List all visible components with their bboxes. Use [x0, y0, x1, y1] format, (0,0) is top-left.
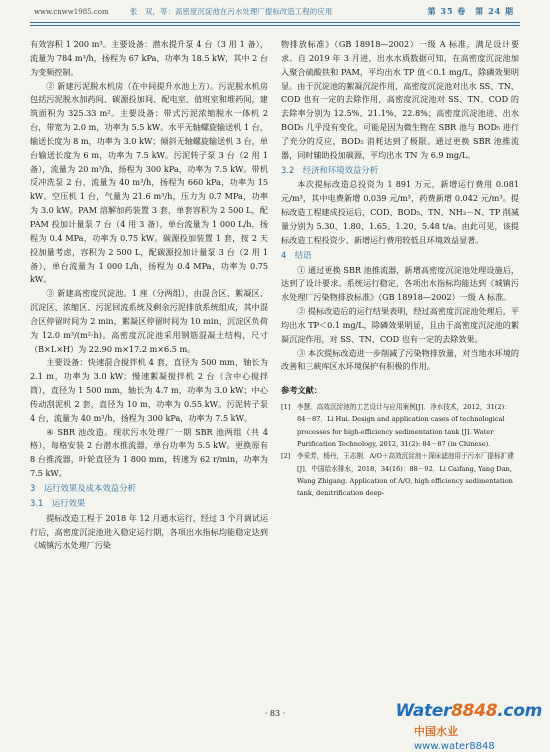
running-title: 张 双，等：高密度沉淀池在污水处理厂提标改造工程的应用 [130, 7, 333, 16]
right-section-heading: 4 结语 [281, 249, 312, 260]
reference-text: 李慧．高效沉淀池的工艺设计与应用案例[J]．净水技术，2012，31(2)：84－87．Li Hui. Design and application cases of technological processes for high-efficiency sedimentation tank [J]. Water Purification Technology, 2012, 31(2): 84－87 (in Chinese). [297, 403, 511, 448]
watermark-brand-word: Water [395, 701, 452, 721]
right-section-heading: 3.2 经济和环境效益分析 [281, 164, 379, 175]
page-number: · 83 · [264, 709, 286, 718]
left-section-heading: 3 运行效果及成本效益分析 [30, 483, 136, 493]
right-paragraph: ① 通过更换 SBR 池推流器，新增高密度沉淀池处理设施后，达到了设计要求。系统运行稳定，各项出水指标均能达到《城镇污水处理厂污染物排放标准》（GB 18918—2002）一级 A 标准。 [281, 264, 519, 303]
right-column [281, 38, 519, 499]
watermark-sub [414, 723, 540, 752]
header-rule-thin [30, 25, 520, 26]
running-header [0, 0, 550, 30]
right-paragraph: ② 提标改造后的运行结果表明，经过高密度沉淀池处理后，平均出水 TP＜0.1 mg/L，除磷效果明显，且由于高密度沉淀池的絮凝沉淀作用，对 SS、TN、COD 也有一定的去除效果。 [281, 306, 519, 344]
reference-item [281, 450, 519, 499]
watermark-brand [396, 701, 542, 721]
left-paragraph: ② 新建污泥脱水机房（在中间提升水池上方）。污泥脱水机房包括污泥脱水加药间、碳源投加间、配电室、值班室和堆药间，建筑面积为 325.33 m²。主要设备：带式污泥浓缩脱水一体机 2 台，带宽为 2.0 m，功率为 5.5 kW。水平无轴螺旋输送机 1 台，输送长度为 8 m，功率为 3.0 kW；倾斜无轴螺旋输送机 3 台，单台输送长度为 6 m，功率为 7.5 kW。污泥转子泵 3 台（2 用 1 备），流量为 20 m³/h，扬程为 300 kPa，功率为 7.5 kW。带机反冲洗泵 2 台，流量为 40 m³/h，扬程为 660 kPa，功率为 15 kW。空压机 1 台，气量为 21.6 m³/h，压力为 0.7 MPa，功率为 3.0 kW。PAM 溶解加药装置 3 套，单套容积为 2 500 L，配 PAM 投加计量泵 7 台（4 用 3 备），单台流量为 1 000 L/h，扬程为 0.4 MPa，功率为 0.75 kW。碳源投加装置 1 套，按 2 天投加量考虑，容积为 2 500 L，配碳源投加计量泵 3 台（2 用 1 备），单台流量为 1 000 L/h，扬程为 0.4 MPa，功率为 0.75 kW。 [30, 80, 268, 285]
site-watermark-logo [395, 701, 544, 752]
header-rule [30, 22, 520, 23]
reference-item [281, 401, 519, 450]
left-paragraph: 有效容积 1 200 m³。主要设备：潜水提升泵 4 台（3 用 1 备），流量为 784 m³/h，扬程为 67 kPa，功率为 18.5 kW，其中 2 台为变频控制。 [30, 39, 268, 77]
watermark-site: www.water8848 [414, 741, 495, 752]
left-paragraph: ④ SBR 池改造。现状污水处理厂一期 SBR 池两组（共 4 格），每格安装 2 台潜水推流器，单台功率为 5.5 kW。更换原有 8 台推流器，叶轮直径为 1 800 mm，转速为 62 r/min，功率为 7.5 kW。 [30, 426, 268, 479]
right-paragraph: 物排放标准》（GB 18918—2002）一级 A 标准，满足设计要求。自 2019 年 3 月进，出水水质数据可知，在高密度沉淀池加入聚合硫酸铁和 PAM，平均出水 TP 值＜0.1 mg/L，除磷效果明显。由于沉淀池的絮凝沉淀作用，高密度沉淀池对出水 SS、TN、COD 也有一定的去除作用，高密度沉淀池对 SS、TN、COD 的去除率分别为 12.5%、21.1%、22.8%；高密度沉淀池进、出水 BOD₅ 几乎没有变化，可能是因为微生物在 SBR 池与 BOD₅ 进行了充分的反应，BOD₅ 消耗达到了极限。通过更换 SBR 池推流器，同时辅助投加碳源，平均出水 TN 为 6.9 mg/L。 [281, 39, 519, 160]
left-paragraph: ③ 新建高密度沉淀池。1 座（分两组），由混合区、絮凝区、沉淀区、浓缩区、污泥回流系统及剩余污泥排放系统组成，其中混合区停留时间为 2 min，絮凝区停留时间为 10 min，沉淀区负荷为 12.0 m³/(m²·h)。高密度沉淀池采用钢筋混凝土结构，尺寸（B×L×H）为 22.90 m×17.2 m×6.5 m。 [30, 288, 268, 354]
watermark-brand-number: 8848 [451, 701, 498, 721]
watermark-brand-dot: .com [497, 701, 542, 721]
reference-number: [2] [281, 452, 291, 461]
reference-number: [1] [281, 403, 291, 412]
journal-url[interactable]: www.cnww1985.com [34, 8, 109, 16]
volume-issue: 第 35 卷 第 24 期 [427, 6, 514, 16]
watermark-cn: 中国水业 [414, 725, 458, 738]
right-paragraph: 本次提标改造总投资为 1 891 万元，新增运行费用 0.081 元/m³，其中电费新增 0.039 元/m³，药费新增 0.042 元/m³。提标改造工程建成投运后，COD、BOD₅、TN、NH₃－N、TP 削减量分别为 5.30、1.80、1.65、1.20、5.48 t/a。由此可见，该提标改造工程投资少、新增运行费用较低且环境效益显著。 [281, 179, 519, 245]
left-paragraph: 主要设备：快速混合搅拌机 4 套，直径为 500 mm，轴长为 2.1 m，功率为 3.0 kW；慢速絮凝搅拌机 2 台（含中心搅拌筒），直径为 1 500 mm，轴长为 4.7 m，功率为 3.0 kW；中心传动刮泥机 2 套，直径为 10 m，功率为 0.55 kW。污泥转子泵 4 台，流量为 40 m³/h，扬程为 300 kPa，功率为 7.5 kW。 [30, 357, 268, 423]
left-section-heading: 3.1 运行效果 [30, 497, 86, 508]
left-column [30, 38, 268, 553]
right-paragraph: ③ 本次提标改造进一步削减了污染物排放量，对当地水环境的改善和三峡库区水环境保护有积极的作用。 [281, 347, 519, 372]
references-heading: 参考文献： [281, 385, 322, 396]
left-paragraph: 提标改造工程于 2018 年 12 月通水运行，经过 3 个月调试运行后，高密度沉淀池进入稳定运行期，各项出水指标均能稳定达到《城镇污水处理厂污染 [30, 512, 268, 551]
reference-text: 李采芳，杨丹，王志刚．A/O＋高效沉淀池＋深床滤池用于污水厂提标扩建[J]．中国给水排水，2018，34(16)：88－92．Li Caifang, Yang Dan, Wang Zhigang. Application of A/O, high efficiency sedimentation tank, denitrification deep- [297, 452, 514, 498]
